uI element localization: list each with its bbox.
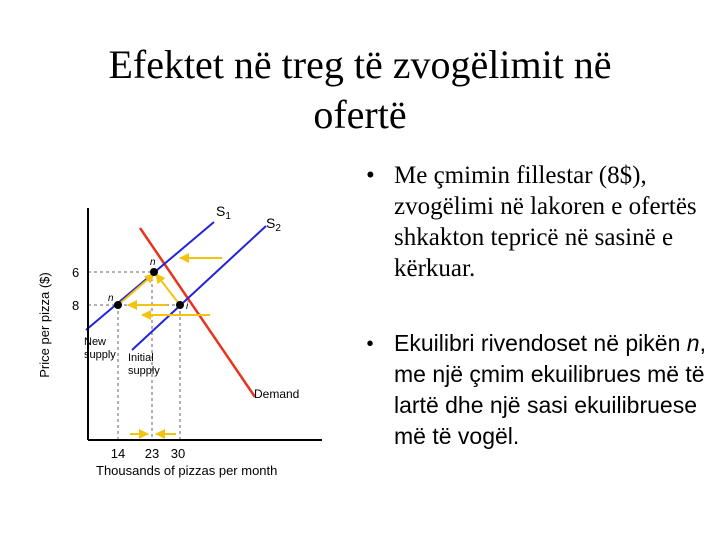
y-axis-label: Price per pizza ($) [37, 272, 52, 378]
x-tick-label: 14 [110, 446, 126, 461]
initial-supply-label-line-1: Initial [128, 352, 154, 364]
s1-label: $S_1$ [216, 203, 231, 222]
shift-arrows [118, 258, 222, 434]
x-tick-label: 23 [144, 446, 160, 461]
point-i-label: i [186, 301, 189, 312]
movement-arrow-along-s1 [118, 274, 154, 305]
equilibrium-point-n [150, 268, 158, 276]
bullet-list [364, 160, 714, 452]
demand-label: Demand [254, 387, 300, 401]
point-on-new-supply [114, 301, 122, 309]
x-axis-label: Thousands of pizzas per month [96, 463, 278, 478]
bullet-dot: • [366, 331, 375, 356]
bullet-text-2-point: n [686, 330, 700, 356]
initial-supply-label-line-2: supply [128, 365, 160, 377]
y-tick-label: 6 [72, 265, 80, 280]
bullet-text-2-start: Ekuilibri rivendoset në pikën [394, 330, 687, 356]
slide-title-line-2: ofertë [313, 92, 407, 137]
supply-curve-s1 [86, 222, 214, 330]
new-supply-label-line-2: supply [84, 349, 116, 361]
bullet-item-2 [364, 328, 714, 452]
movement-arrow-along-demand [156, 274, 180, 305]
bullet-text-1: Me çmimin fillestar (8$), zvogëlimi në lakoren e ofertës shkakton tepricë në sasinë e kërkuar. [394, 162, 697, 282]
bullet-dot: • [366, 162, 375, 189]
point-r-label: n [108, 293, 114, 304]
bullet-item-1 [364, 160, 714, 284]
slide-title-line-1: Efektet në treg të zvogëlimit në [108, 42, 612, 87]
y-tick-label: 8 [72, 298, 80, 313]
s2-label: $S_2$ [266, 215, 281, 234]
x-tick-label: 30 [170, 446, 186, 461]
bullet-text-2-end: , me një çmim ekuilibrues më të lartë dhe një sasi ekuilibruese më të vogël. [394, 330, 706, 449]
point-n-label: n [150, 257, 156, 268]
new-supply-label-line-1: New [84, 336, 107, 348]
initial-equilibrium-point-i [176, 301, 184, 309]
